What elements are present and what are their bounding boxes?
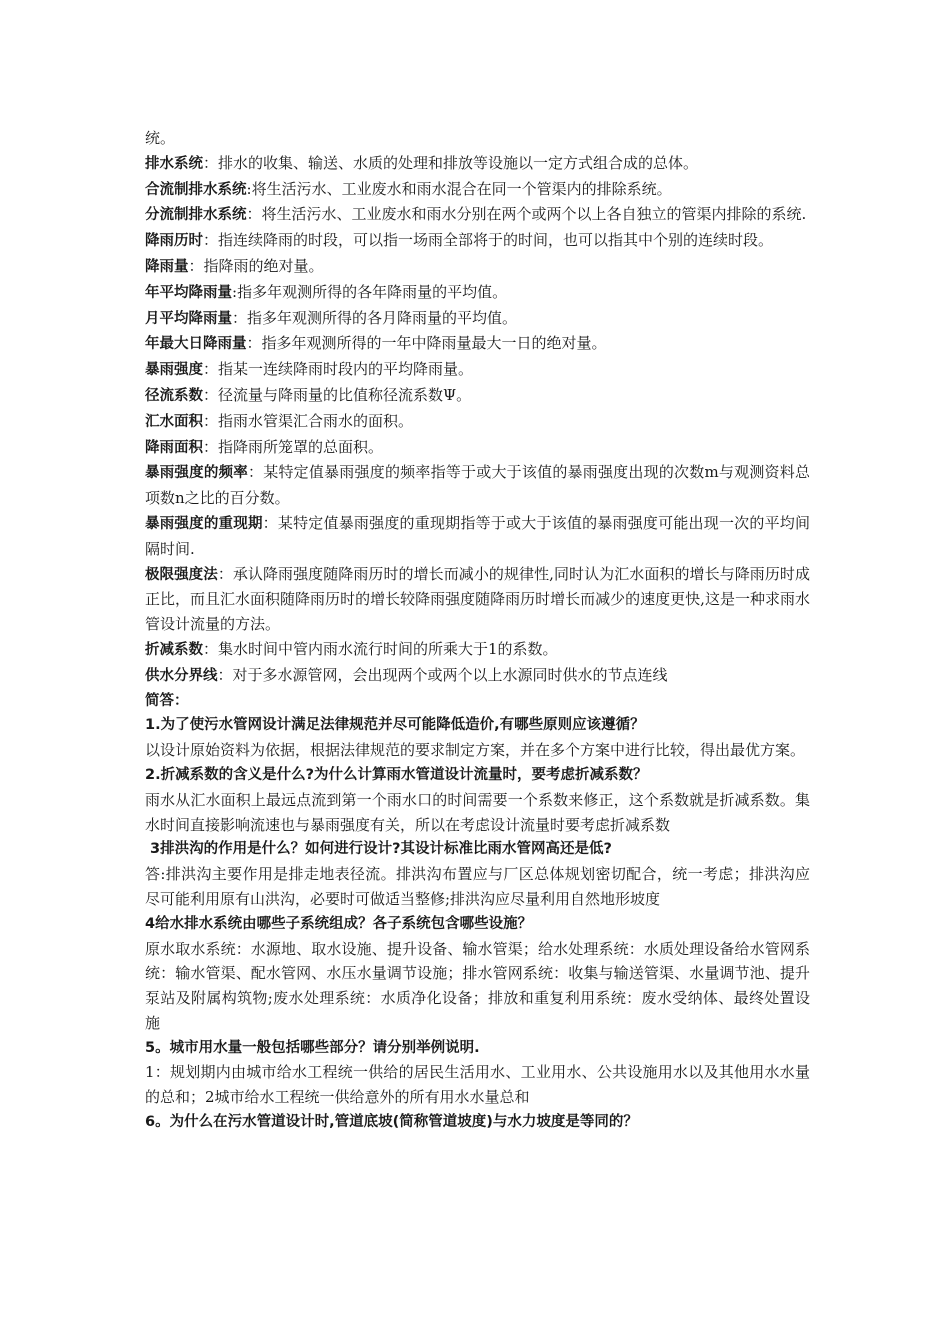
definition-sep: ： [203, 231, 219, 250]
definition-text: 某特定值暴雨强度的频率指等于或大于该值的暴雨强度出现的次数m与观测资料总项数n之比的百分数。 [145, 463, 810, 508]
definition-sep: ： [203, 385, 219, 404]
definition-item [145, 562, 810, 637]
definition-term: 极限强度法 [145, 566, 218, 583]
definition-text: 对于多水源管网，会出现两个或两个以上水源同时供水的节点连线 [232, 665, 668, 684]
definition-item [145, 663, 810, 689]
definition-sep: ： [203, 153, 219, 172]
definition-item [145, 435, 810, 461]
definition-sep: ： [248, 463, 264, 482]
definition-text: 指多年观测所得的各月降雨量的平均值。 [247, 308, 518, 327]
definition-text: 集水时间中管内雨水流行时间的所乘大于1的系数。 [218, 639, 558, 658]
question: 1.为了使污水管网设计满足法律规范并尽可能降低造价,有哪些原则应该遵循？ [145, 717, 645, 734]
definition-text: 指降雨所笼罩的总面积。 [218, 437, 384, 456]
question: 4给水排水系统由哪些子系统组成？各子系统包含哪些设施？ [145, 915, 533, 932]
definition-sep: ： [203, 437, 219, 456]
definition-term: 径流系数 [145, 387, 203, 404]
definition-sep: ： [232, 308, 248, 327]
definition-term: 暴雨强度 [145, 362, 203, 379]
definition-sep: ： [246, 205, 262, 224]
definition-text: 指连续降雨的时段，可以指一场雨全部将于的时间，也可以指其中个别的连续时段。 [218, 231, 774, 250]
answer: 1：规划期内由城市给水工程统一供给的居民生活用水、工业用水、公共设施用水以及其他用水水量的总和；2城市给水工程统一供给意外的所有用水水量总和 [145, 1063, 810, 1107]
intro-text: 统。 [145, 129, 176, 147]
definition-sep: ： [188, 256, 204, 275]
definition-text: 排水的收集、输送、水质的处理和排放等设施以一定方式组合成的总体。 [218, 153, 699, 172]
question: 6。为什么在污水管道设计时,管道底坡(简称管道坡度)与水力坡度是等同的？ [145, 1114, 638, 1131]
definition-term: 月平均降雨量 [145, 310, 232, 327]
definition-text: 将生活污水、工业废水和雨水分别在两个或两个以上各自独立的管渠内排除的系统. [261, 205, 807, 224]
definition-text: 指雨水管渠汇合雨水的面积。 [218, 411, 414, 430]
definition-item [145, 511, 810, 562]
definition-term: 降雨面积 [145, 439, 203, 456]
definition-text: 将生活污水、工业废水和雨水混合在同一个管渠内的排除系统。 [251, 179, 672, 198]
definition-term: 暴雨强度的频率 [145, 465, 249, 482]
definition-term: 折减系数 [145, 641, 203, 658]
definition-sep: ： [217, 564, 233, 583]
definition-item [145, 383, 810, 409]
answer: 答:排洪沟主要作用是排走地表径流。排洪沟布置应与厂区总体规划密切配合，统一考虑；排洪沟应尽可能利用原有山洪沟，必要时可做适当整修;排洪沟应尽量利用自然地形坡度 [145, 865, 810, 908]
definition-sep: ： [262, 513, 278, 532]
definition-term: 年最大日降雨量 [145, 336, 247, 353]
definition-item [145, 460, 810, 511]
definition-item [145, 357, 810, 383]
definition-text: 某特定值暴雨强度的重现期指等于或大于该值的暴雨强度可能出现一次的平均间隔时间. [145, 513, 810, 558]
definition-term: 降雨历时 [145, 233, 203, 250]
definition-text: 径流量与降雨量的比值称径流系数Ψ。 [218, 385, 472, 404]
definition-term: 供水分界线 [145, 667, 218, 684]
qa-list [145, 713, 810, 1135]
answer: 原水取水系统：水源地、取水设施、提升设备、输水管渠；给水处理系统：水质处理设备给水管网系统：输水管渠、配水管网、水压水量调节设施；排水管网系统：收集与输送管渠、水量调节池、提升泵站及附属构筑物;废水处理系统：水质净化设备；排放和重复利用系统：废水受纳体、最终处置设施 [145, 939, 810, 1032]
question: 2.折减系数的含义是什么?为什么计算雨水管道设计流量时，要考虑折减系数？ [145, 766, 648, 783]
definition-term: 分流制排水系统 [145, 207, 247, 224]
definition-text: 承认降雨强度随降雨历时的增长而减小的规律性,同时认为汇水面积的增长与降雨历时成正比，而且汇水面积随降雨历时的增长较降雨强度随降雨历时增长而减少的速度更快,这是一种求雨水管设计流量的方法。 [145, 564, 810, 634]
definition-term: 排水系统 [145, 155, 203, 172]
definition-sep: ： [246, 334, 262, 353]
definition-sep: ： [203, 639, 219, 658]
definition-sep: ： [203, 411, 219, 430]
definition-text: 指某一连续降雨时段内的平均降雨量。 [218, 360, 474, 379]
definition-text: 指降雨的绝对量。 [203, 256, 324, 275]
definition-text: 指多年观测所得的一年中降雨量最大一日的绝对量。 [261, 334, 607, 353]
definition-item [145, 409, 810, 435]
definition-item [145, 637, 810, 663]
definition-item [145, 331, 810, 357]
question: 5。城市用水量一般包括哪些部分？请分别举例说明. [145, 1039, 480, 1056]
definition-term: 暴雨强度的重现期 [145, 515, 263, 532]
definition-item [145, 254, 810, 280]
answer: 以设计原始资料为依据，根据法律规范的要求制定方案，并在多个方案中进行比较，得出最优方案。 [145, 741, 806, 760]
definition-item [145, 228, 810, 254]
definition-term: 降雨量 [145, 258, 189, 275]
document-page [145, 126, 810, 1135]
definition-sep: ： [203, 360, 219, 379]
definition-item [145, 202, 810, 228]
section-heading: 简答： [145, 692, 189, 709]
definition-item [145, 177, 810, 203]
definition-sep: ： [217, 665, 233, 684]
definition-sep: : [232, 282, 238, 301]
definition-item [145, 280, 810, 306]
definition-term: 年平均降雨量 [145, 284, 232, 301]
question: 3排洪沟的作用是什么？如何进行设计?其设计标准比雨水管网高还是低? [145, 841, 612, 858]
answer: 雨水从汇水面积上最远点流到第一个雨水口的时间需要一个系数来修正，这个系数就是折减系数。集水时间直接影响流速也与暴雨强度有关，所以在考虑设计流量时要考虑折减系数 [145, 790, 810, 834]
definition-term: 汇水面积 [145, 413, 203, 430]
definition-item [145, 306, 810, 332]
definition-sep: : [246, 179, 252, 198]
definition-term: 合流制排水系统 [145, 181, 247, 198]
definition-text: 指多年观测所得的各年降雨量的平均值。 [237, 282, 508, 301]
definitions-list [145, 151, 810, 689]
definition-item [145, 151, 810, 177]
